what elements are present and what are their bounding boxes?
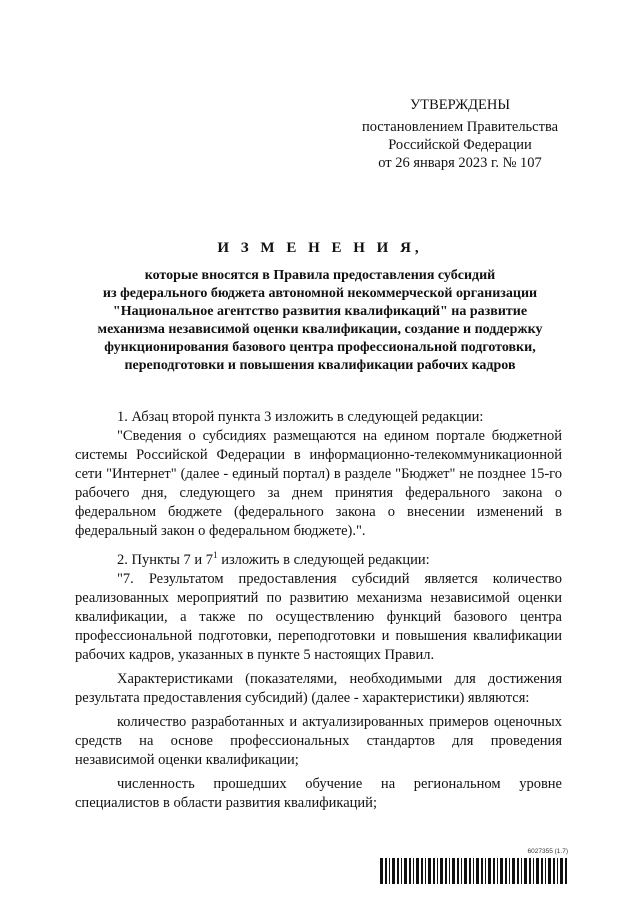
barcode-code: 6027355 (1.7) — [527, 848, 568, 855]
heading-title: И З М Е Н Е Н И Я, — [217, 240, 423, 256]
approval-title: УТВЕРЖДЕНЫ — [409, 97, 511, 113]
heading-line-1: которые вносятся в Правила предоставления субсидий — [144, 268, 496, 283]
paragraph-3-start: 2. Пункты 7 и 7 — [117, 551, 214, 568]
paragraph-1: 1. Абзац второй пункта 3 изложить в следующей редакции: — [117, 409, 484, 425]
paragraph-2: "Сведения о субсидиях размещаются на едином портале бюджетной системы Российской Федерации в информационно-телекоммуникационной сети "Интернет" (далее - единый портал) в разделе "Бюджет" не позднее 15-го рабочего дня, следующего за днем принятия федерального закона о федеральном бюджете (федерального закона о внесении изменений в федеральный закон о федеральном бюджете).". — [75, 428, 562, 539]
heading-line-5: функционирования базового центра профессиональной подготовки, — [104, 340, 536, 355]
document-body — [75, 408, 562, 813]
barcode-icon — [380, 858, 568, 884]
approval-line-1: постановлением Правительства — [361, 119, 559, 135]
paragraph-3-end: изложить в следующей редакции: — [217, 551, 430, 568]
approval-line-2: Российской Федерации — [388, 137, 532, 153]
paragraph-7: численность прошедших обучение на региональном уровне специалистов в области развития квалификаций; — [75, 775, 562, 811]
paragraph-4: "7. Результатом предоставления субсидий является количество реализованных мероприятий по развитию механизма независимой оценки квалификации, а также по осуществлению функций базового центра профессиональной подготовки, переподготовки и повышения квалификации рабочих кадров, указанных в пункте 5 настоящих Правил. — [75, 570, 562, 663]
approval-line-3: от 26 января 2023 г. № 107 — [378, 155, 542, 171]
heading-line-2: из федерального бюджета автономной некоммерческой организации — [102, 286, 538, 301]
heading-line-4: механизма независимой оценки квалификации, создание и поддержку — [97, 322, 543, 337]
paragraph-3 — [75, 546, 562, 570]
document-barcode — [380, 848, 568, 884]
superscript: 1 — [213, 550, 218, 560]
paragraph-6: количество разработанных и актуализированных примеров оценочных средств на основе профессиональных стандартов для проведения независимой оценки квалификации; — [75, 713, 562, 768]
paragraph-5: Характеристиками (показателями, необходимыми для достижения результата предоставления субсидий) (далее - характеристики) являются: — [75, 670, 562, 706]
approval-block — [330, 96, 590, 172]
document-heading — [60, 240, 580, 375]
heading-line-6: переподготовки и повышения квалификации рабочих кадров — [124, 358, 516, 373]
heading-line-3: "Национальное агентство развития квалификаций" на развитие — [112, 304, 528, 319]
